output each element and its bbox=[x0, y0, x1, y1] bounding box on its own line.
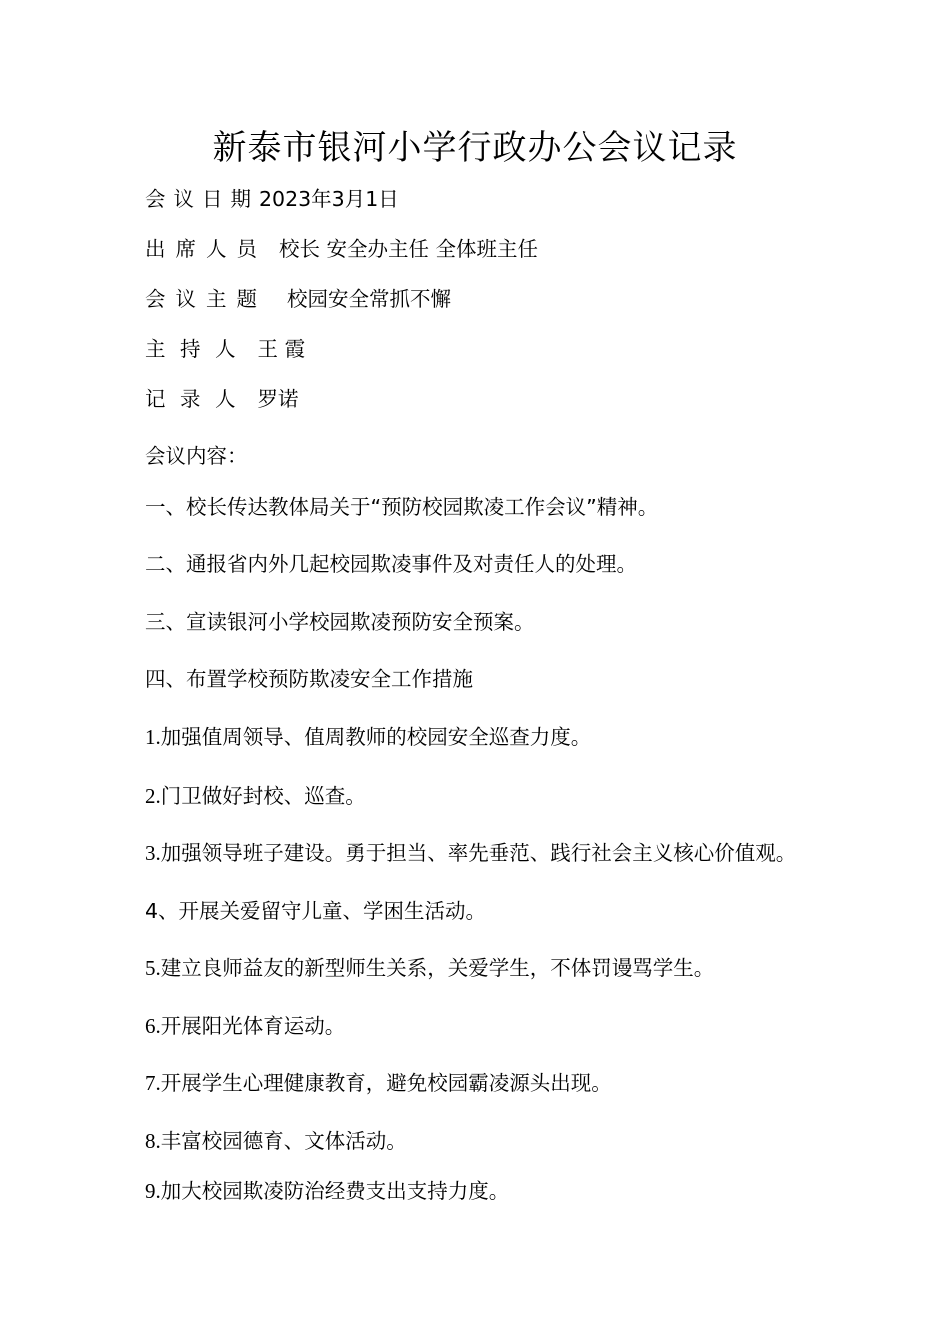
measure-item bbox=[145, 1176, 509, 1206]
meta-recorder-row bbox=[145, 384, 299, 414]
section-item: 四、布置学校预防欺凌安全工作措施 bbox=[145, 667, 473, 691]
meta-recorder-value: 罗诺 bbox=[257, 387, 299, 411]
meta-host-value: 王 霞 bbox=[257, 337, 306, 361]
measure-text: 加大校园欺凌防治经费支出支持力度。 bbox=[160, 1179, 510, 1203]
measure-number: 4、 bbox=[145, 899, 179, 923]
measure-text: 开展关爱留守儿童、学困生活动。 bbox=[178, 899, 487, 923]
measure-number: 6. bbox=[145, 1014, 161, 1038]
measure-item bbox=[145, 1011, 345, 1041]
measure-number: 8. bbox=[145, 1129, 161, 1153]
meta-topic-label: 会议主题 bbox=[145, 287, 267, 311]
measure-item bbox=[145, 896, 486, 926]
measure-text: 门卫做好封校、巡查。 bbox=[160, 784, 366, 808]
measure-item bbox=[145, 838, 796, 868]
measure-item bbox=[145, 953, 714, 983]
measure-item bbox=[145, 1068, 612, 1098]
measure-text: 丰富校园德育、文体活动。 bbox=[160, 1129, 407, 1153]
measure-text: 开展学生心理健康教育，避免校园霸凌源头出现。 bbox=[160, 1071, 612, 1095]
meta-date-label: 会议日期 bbox=[145, 187, 259, 211]
measure-text: 开展阳光体育运动。 bbox=[160, 1014, 346, 1038]
meta-topic-row bbox=[145, 284, 451, 314]
meta-date-value: 2023年3月1日 bbox=[259, 187, 399, 211]
measure-number: 5. bbox=[145, 956, 161, 980]
meta-attendees-value: 校长 安全办主任 全体班主任 bbox=[279, 237, 539, 261]
measure-item bbox=[145, 722, 591, 752]
section-item: 三、宣读银河小学校园欺凌预防安全预案。 bbox=[145, 610, 535, 634]
measure-item bbox=[145, 1126, 407, 1156]
measure-number: 1. bbox=[145, 725, 161, 749]
meta-recorder-label: 记 录 人 bbox=[145, 387, 240, 411]
measure-text: 加强领导班子建设。勇于担当、率先垂范、践行社会主义核心价值观。 bbox=[160, 841, 797, 865]
measure-text: 加强值周领导、值周教师的校园安全巡查力度。 bbox=[160, 725, 592, 749]
measure-number: 2. bbox=[145, 784, 161, 808]
meta-date-row bbox=[145, 184, 399, 214]
measure-item bbox=[145, 781, 366, 811]
section-item: 一、校长传达教体局关于“预防校园欺凌工作会议”精神。 bbox=[145, 495, 659, 519]
measure-number: 7. bbox=[145, 1071, 161, 1095]
meta-topic-value: 校园安全常抓不懈 bbox=[287, 287, 451, 311]
content-heading: 会议内容： bbox=[145, 444, 248, 468]
section-item: 二、通报省内外几起校园欺凌事件及对责任人的处理。 bbox=[145, 552, 637, 576]
meta-host-label: 主 持 人 bbox=[145, 337, 240, 361]
measure-text: 建立良师益友的新型师生关系，关爱学生，不体罚谩骂学生。 bbox=[160, 956, 715, 980]
meta-attendees-row bbox=[145, 234, 538, 264]
document-title: 新泰市银河小学行政办公会议记录 bbox=[212, 128, 738, 168]
measure-number: 9. bbox=[145, 1179, 161, 1203]
measure-number: 3. bbox=[145, 841, 161, 865]
meta-host-row bbox=[145, 334, 305, 364]
meta-attendees-label: 出席人员 bbox=[145, 237, 267, 261]
